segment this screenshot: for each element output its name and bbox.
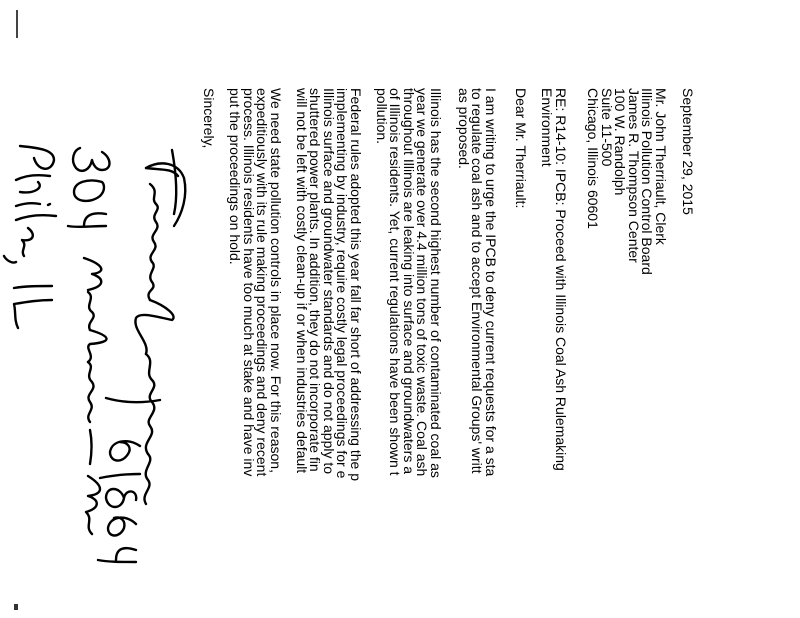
paragraph-line: as proposed. — [456, 88, 472, 169]
paragraph-line: Illinois surface and groundwater standards and do not apply to — [321, 88, 337, 475]
closing: Sincerely, — [201, 88, 217, 149]
paragraph-line: shuttered power plants. In addition, they do not incorporate fin — [307, 88, 324, 472]
recipient-line: Illinois Pollution Control Board — [639, 88, 656, 275]
paragraph-line: process. Illinois residents have too much at stake and have inv — [241, 88, 257, 477]
recipient-line: Mr. John Therriault, Clerk — [653, 88, 669, 245]
recipient-line: Chicago, Illinois 60601 — [585, 88, 602, 229]
paragraph-line: Illinois has the second highest number of contaminated coal as — [428, 88, 444, 478]
paragraph-line: of Illinois residents. Yet, current regulations have been shown t — [387, 88, 404, 476]
paragraph-line: put the proceedings on hold. — [227, 88, 244, 265]
paragraph-line: I am writing to urge the IPCB to deny current requests for a sta — [483, 88, 499, 477]
subject-text: Environment — [539, 88, 556, 167]
paragraph-line: year we generate over 4.4 million tons of toxic waste. Coal ash — [414, 88, 431, 477]
paragraph-line: will not be left with costly clean-up if or when industries default — [294, 88, 310, 474]
recipient-line: Suite 11-500 — [599, 88, 615, 167]
salutation: Dear Mr. Therriault: — [513, 88, 529, 209]
subject-text: RE: R14-10: IPCB: Proceed with Illinois Coal Ash Rulemaking — [553, 88, 569, 471]
paragraph-line: throughout Illinois are leaking into surface and groundwaters a — [401, 88, 417, 475]
paragraph-line: to regulate coal ash and to accept Environmental Groups' writt — [469, 88, 486, 474]
paragraph-line: We need state pollution controls in place now. For this reason, — [268, 88, 284, 473]
paragraph-line: implementing by industry, require costly legal proceedings for e — [334, 88, 351, 479]
recipient-line: 100 W. Randolph — [612, 88, 629, 196]
paragraph-line: expeditiously with its rule making proceedings and deny recent — [254, 88, 271, 477]
paragraph-line: Federal rules adopted this year fall far short of addressing the p — [348, 88, 364, 481]
paragraph-line: pollution. — [374, 88, 390, 145]
letter-date: September 29, 2015 — [680, 88, 696, 215]
recipient-line: James R. Thompson Center — [626, 88, 642, 263]
